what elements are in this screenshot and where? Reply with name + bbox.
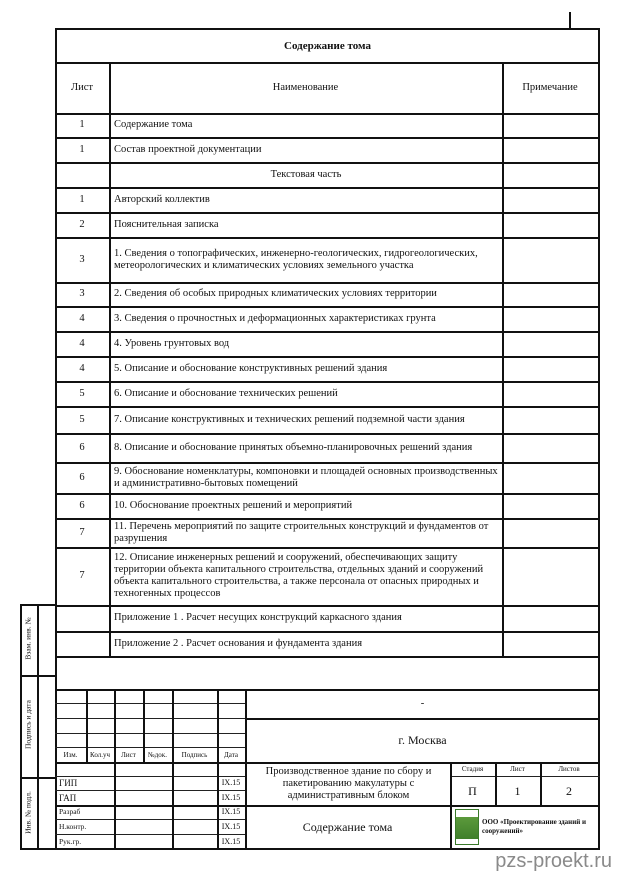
row-sheet-number: 3 (79, 253, 85, 265)
grid-line (109, 62, 111, 656)
row-sheet-number: 5 (79, 387, 85, 399)
page-title: Содержание тома (284, 40, 371, 52)
stamp-col-header: Дата (224, 750, 238, 759)
header-note: Примечание (522, 81, 578, 93)
signer-date: IX.15 (221, 807, 241, 816)
stamp-col-header: Изм. (63, 750, 78, 759)
sheets-label: Листов (558, 765, 580, 773)
row-sheet-number (55, 162, 109, 187)
signer-role: ГАП (59, 792, 77, 803)
row-title: 11. Перечень мероприятий по защите строительных конструкций и фундаментов от разрушения (114, 520, 489, 544)
signer-role: Рук.гр. (59, 836, 82, 846)
row-title: 12. Описание инженерных решений и сооружений, обеспечивающих защиту территории объекта капитального строительства, отдельных зданий и сооружений объекта капитального строительства, а также персонала от опасных природных и техногенных процессов (114, 552, 484, 599)
signer-role: Разраб (59, 807, 81, 816)
row-title: Приложение 2 . Расчет основания и фундамента здания (114, 637, 363, 649)
header-sheet: Лист (71, 81, 93, 93)
frame-tick (569, 12, 571, 29)
row-sheet-number: 5 (79, 413, 85, 425)
stage-value: П (468, 783, 477, 798)
row-title: 2. Сведения об особых природных климатических условиях территории (114, 288, 437, 299)
grid-line (172, 689, 174, 849)
row-title: 9. Обоснование номенклатуры, компоновки и площадей основных производственных и административно-бытовых помещений (114, 465, 498, 489)
signer-date: IX.15 (221, 792, 241, 802)
side-replace-label: Взам. инв. № (23, 617, 33, 660)
header-name: Наименование (272, 81, 339, 93)
row-title: 6. Описание и обоснование технических решений (114, 387, 338, 399)
row-sheet-number: 6 (79, 471, 85, 483)
row-title: 10. Обоснование проектных решений и мероприятий (114, 499, 353, 511)
grid-line (114, 689, 116, 849)
row-sheet-number: 4 (79, 312, 85, 324)
company-name: ООО «Проектирование зданий и сооружений» (482, 818, 587, 835)
document-code: - (420, 697, 425, 709)
signer-date: IX.15 (221, 778, 241, 787)
stamp-col-header: Подпись (181, 750, 208, 759)
stamp-col-header: №док. (148, 750, 167, 759)
signer-role: Н.контр. (59, 821, 87, 831)
row-sheet-number: 4 (79, 362, 85, 374)
stage-label: Стадия (461, 765, 484, 773)
row-sheet-number: 6 (79, 499, 85, 511)
company-logo-icon (455, 809, 479, 845)
row-title: Состав проектной документации (114, 143, 262, 155)
row-title: 3. Сведения о прочностных и деформационных характеристиках грунта (114, 312, 436, 324)
row-title: 4. Уровень грунтовых вод (114, 337, 230, 349)
city: г. Москва (398, 733, 447, 747)
row-title: Пояснительная записка (114, 218, 219, 230)
row-sheet-number: 2 (79, 218, 85, 230)
watermark: pzs-proekt.ru (495, 850, 612, 872)
row-title: 7. Описание конструктивных и технических решений подземной части здания (114, 413, 465, 425)
row-title: Приложение 1 . Расчет несущих конструкций каркасного здания (114, 612, 402, 623)
sheet-value: 1 (514, 783, 521, 798)
row-sheet-number: 7 (79, 526, 85, 538)
row-sheet-number: 1 (79, 143, 85, 155)
row-title: 8. Описание и обоснование принятых объемно-планировочных решений здания (114, 441, 473, 453)
grid-line (55, 656, 600, 658)
row-sheet-number (55, 605, 109, 631)
stamp-col-header: Лист (121, 750, 136, 759)
row-sheet-number: 4 (79, 337, 85, 349)
side-orig-label: Инв. № подл. (23, 791, 33, 834)
row-sheet-number (55, 631, 109, 656)
row-title: Текстовая часть (270, 168, 342, 180)
side-sign-label: Подпись и дата (23, 700, 33, 749)
signer-date: IX.15 (221, 836, 241, 846)
row-sheet-number: 6 (79, 441, 85, 453)
sheets-value: 2 (566, 783, 572, 798)
row-title: Содержание тома (114, 119, 193, 130)
signer-date: IX.15 (221, 821, 241, 831)
row-title: 5. Описание и обоснование конструктивных решений здания (114, 362, 388, 374)
grid-line (502, 62, 504, 656)
project-name: Производственное здание по сбору и пакетированию макулатуры с административным блоком (265, 765, 432, 801)
row-sheet-number: 7 (79, 570, 85, 581)
sheet-label: Лист (510, 765, 525, 773)
row-sheet-number: 3 (79, 288, 85, 299)
row-title: Авторский коллектив (114, 193, 210, 205)
signer-role: ГИП (59, 778, 78, 788)
stamp-col-header: Кол.уч (90, 750, 110, 759)
row-title: 1. Сведения о топографических, инженерно-геологических, гидрогеологических, метеорологических и климатических условиях земельного участка (114, 247, 478, 271)
document-title: Содержание тома (302, 820, 393, 834)
row-sheet-number: 1 (79, 119, 85, 130)
row-sheet-number: 1 (79, 193, 85, 205)
